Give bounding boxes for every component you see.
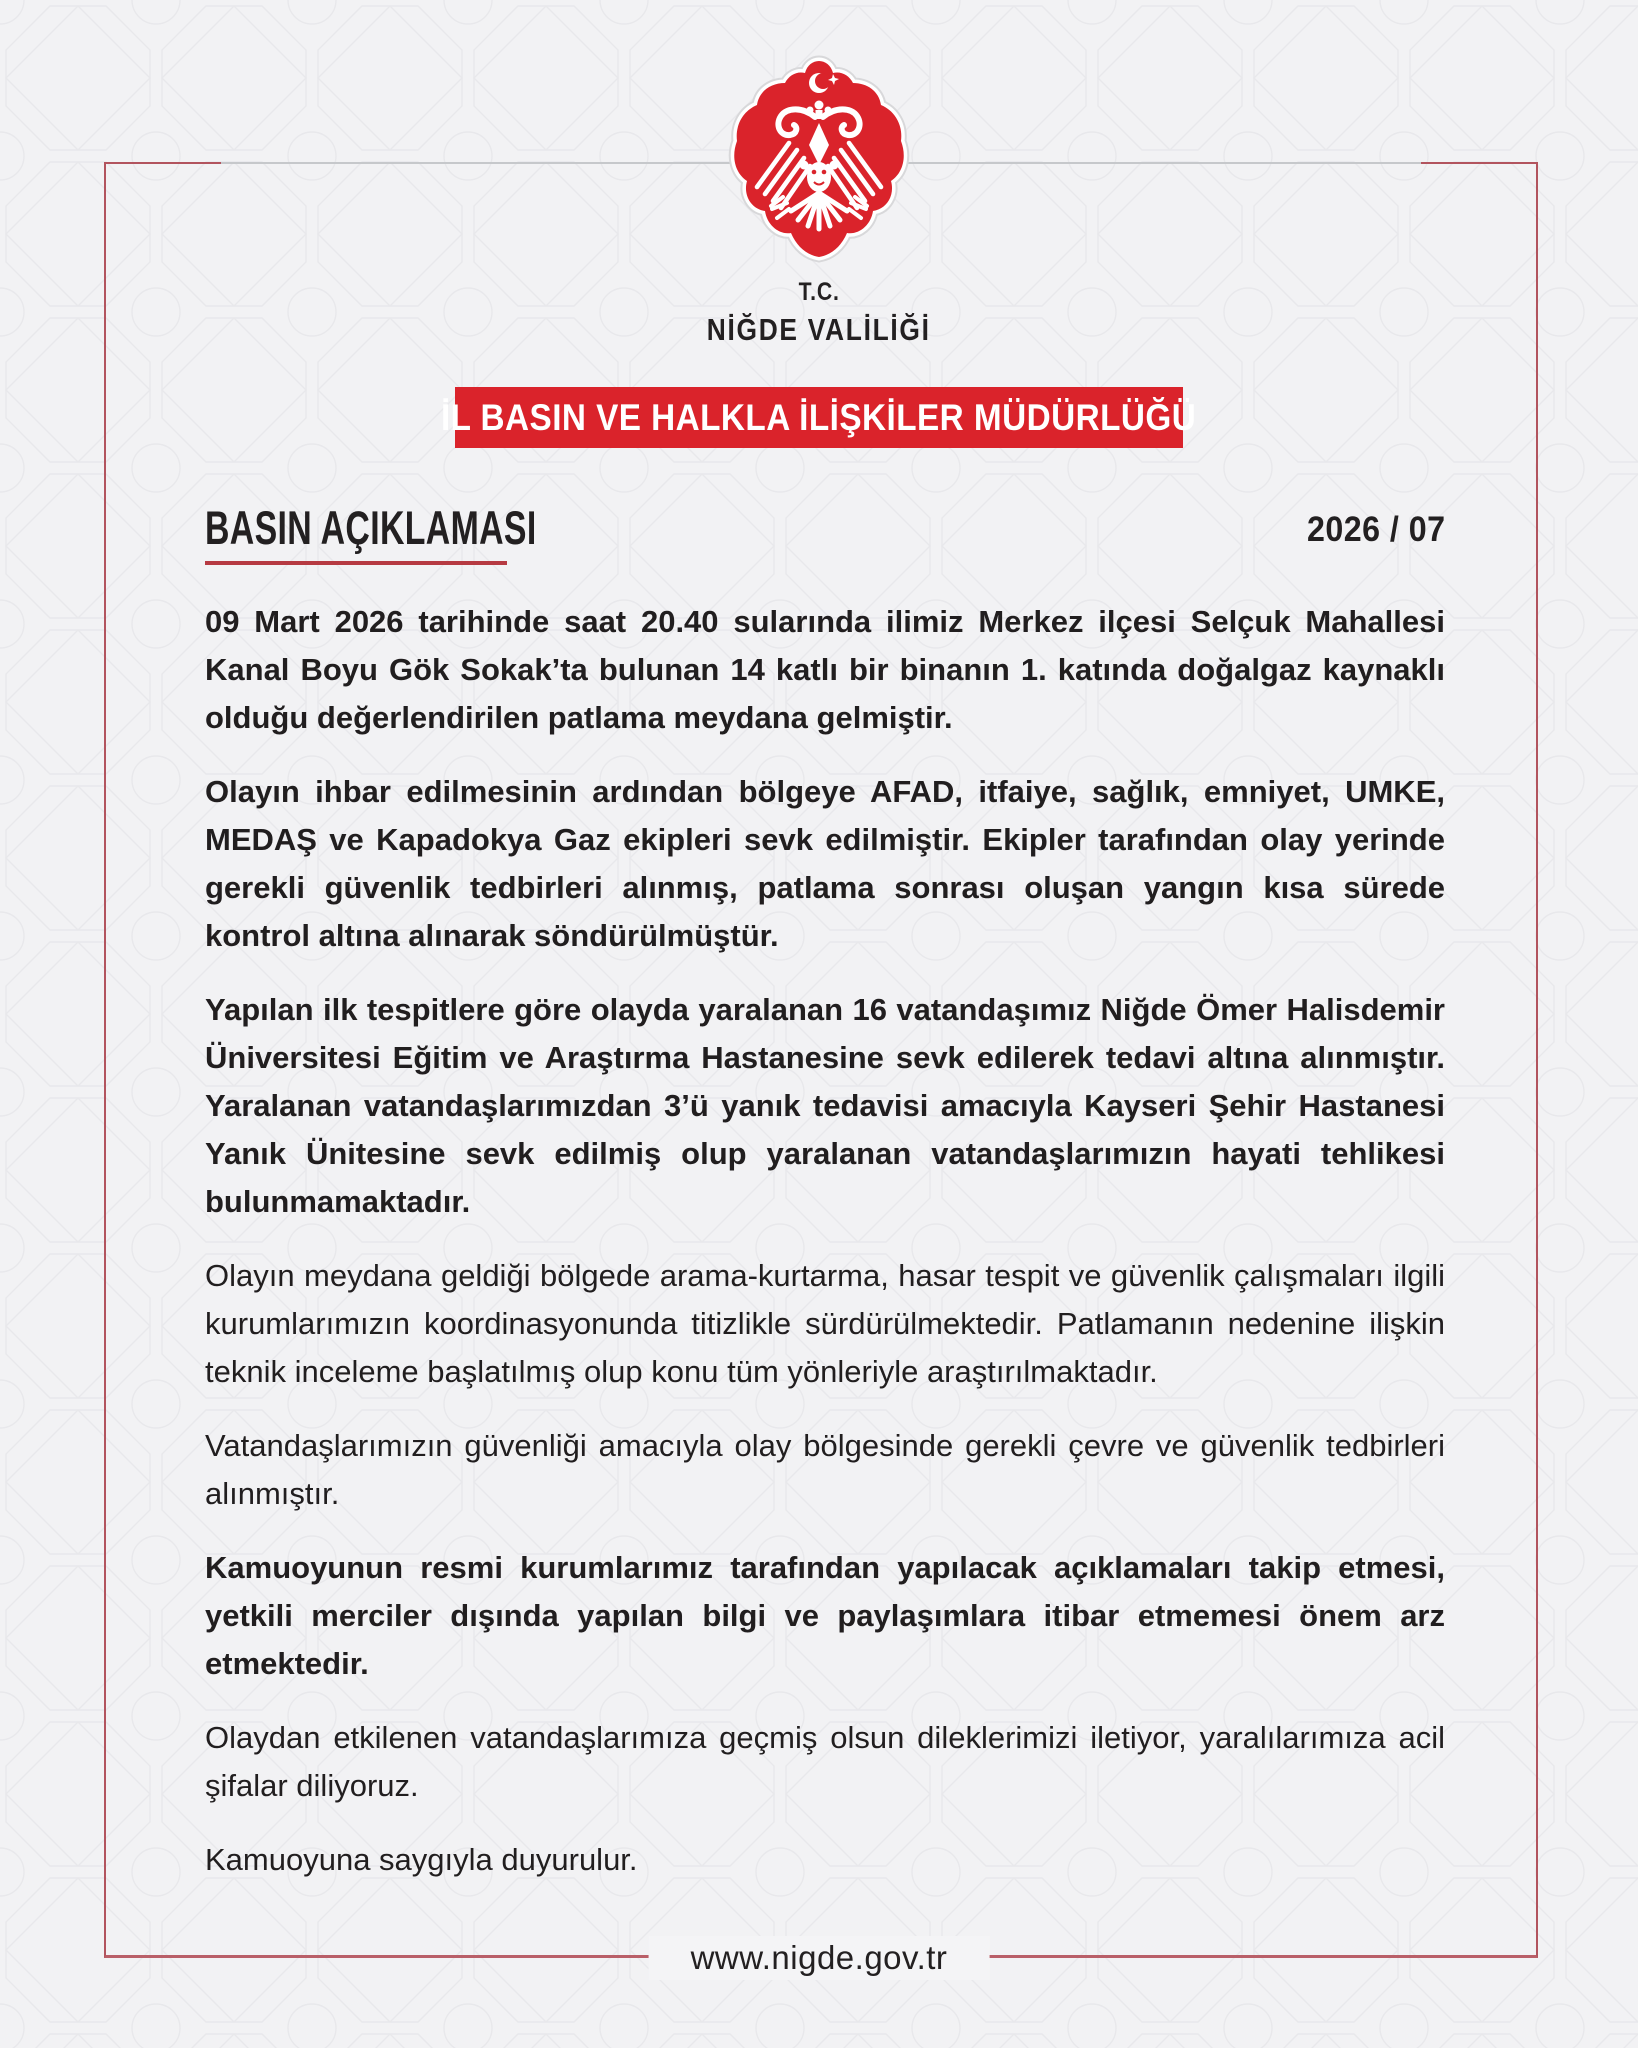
department-banner (441, 387, 1197, 448)
paragraph: Kamuoyunun resmi kurumlarımız tarafından yapılacak açıklamaları takip etmesi, yetkili merciler dışında yapılan bilgi ve paylaşımlara itibar etmemesi önem arz etmektedir. (205, 1550, 1445, 1681)
press-release-body (205, 598, 1445, 1910)
org-prefix: T.C. (798, 278, 840, 306)
document-header (205, 501, 1445, 565)
org-name: NİĞDE VALİLİĞİ (707, 312, 931, 347)
paragraph: Olayın ihbar edilmesinin ardından bölgeye AFAD, itfaiye, sağlık, emniyet, UMKE, MEDAŞ ve Kapadokya Gaz ekipleri sevk edilmiştir. Ekipler tarafından olay yerinde gerekli güvenlik tedbirleri alınmış, patlama sonrası oluşan yangın kısa sürede kontrol altına alınarak söndürülmüştür. (205, 774, 1445, 953)
paragraph: Yapılan ilk tespitlere göre olayda yaralanan 16 vatandaşımız Niğde Ömer Halisdemir Üniversitesi Eğitim ve Araştırma Hastanesine sevk edilerek tedavi altına alınmıştır. Yaralanan vatandaşlarımızdan 3’ü yanık tedavisi amacıyla Kayseri Şehir Hastanesi Yanık Ünitesine sevk edilmiş olup yaralanan vatandaşlarımızın hayati tehlikesi bulunmamaktadır. (205, 992, 1445, 1219)
department-banner-label: İL BASIN VE HALKLA İLİŞKİLER MÜDÜRLÜĞÜ (441, 396, 1197, 438)
governorship-emblem (719, 52, 919, 266)
paragraph: Vatandaşlarımızın güvenliği amacıyla olay bölgesinde gerekli çevre ve güvenlik tedbirleri alınmıştır. (205, 1428, 1445, 1511)
organisation-block (0, 280, 1638, 345)
title-underline (205, 561, 507, 565)
document-title: BASIN AÇIKLAMASI (205, 501, 537, 554)
seljuk-eagle-emblem-icon (719, 52, 919, 266)
paragraph: Olayın meydana geldiği bölgede arama-kurtarma, hasar tespit ve güvenlik çalışmaları ilgili kurumlarımızın koordinasyonunda titizlikle sürdürülmektedir. Patlamanın nedenine ilişkin teknik inceleme başlatılmış olup konu tüm yönleriyle araştırılmaktadır. (205, 1258, 1445, 1389)
paragraph: 09 Mart 2026 tarihinde saat 20.40 sularında ilimiz Merkez ilçesi Selçuk Mahallesi Kanal Boyu Gök Sokak’ta bulunan 14 katlı bir binanın 1. katında doğalgaz kaynaklı olduğu değerlendirilen patlama meydana gelmiştir. (205, 604, 1445, 735)
paragraph: Olaydan etkilenen vatandaşlarımıza geçmiş olsun dileklerimizi iletiyor, yaralılarımıza acil şifalar diliyoruz. (205, 1720, 1445, 1803)
paragraph: Kamuoyuna saygıyla duyurulur. (205, 1842, 638, 1877)
document-reference: 2026 / 07 (1306, 510, 1445, 549)
footer-website: www.nigde.gov.tr (649, 1936, 990, 1980)
